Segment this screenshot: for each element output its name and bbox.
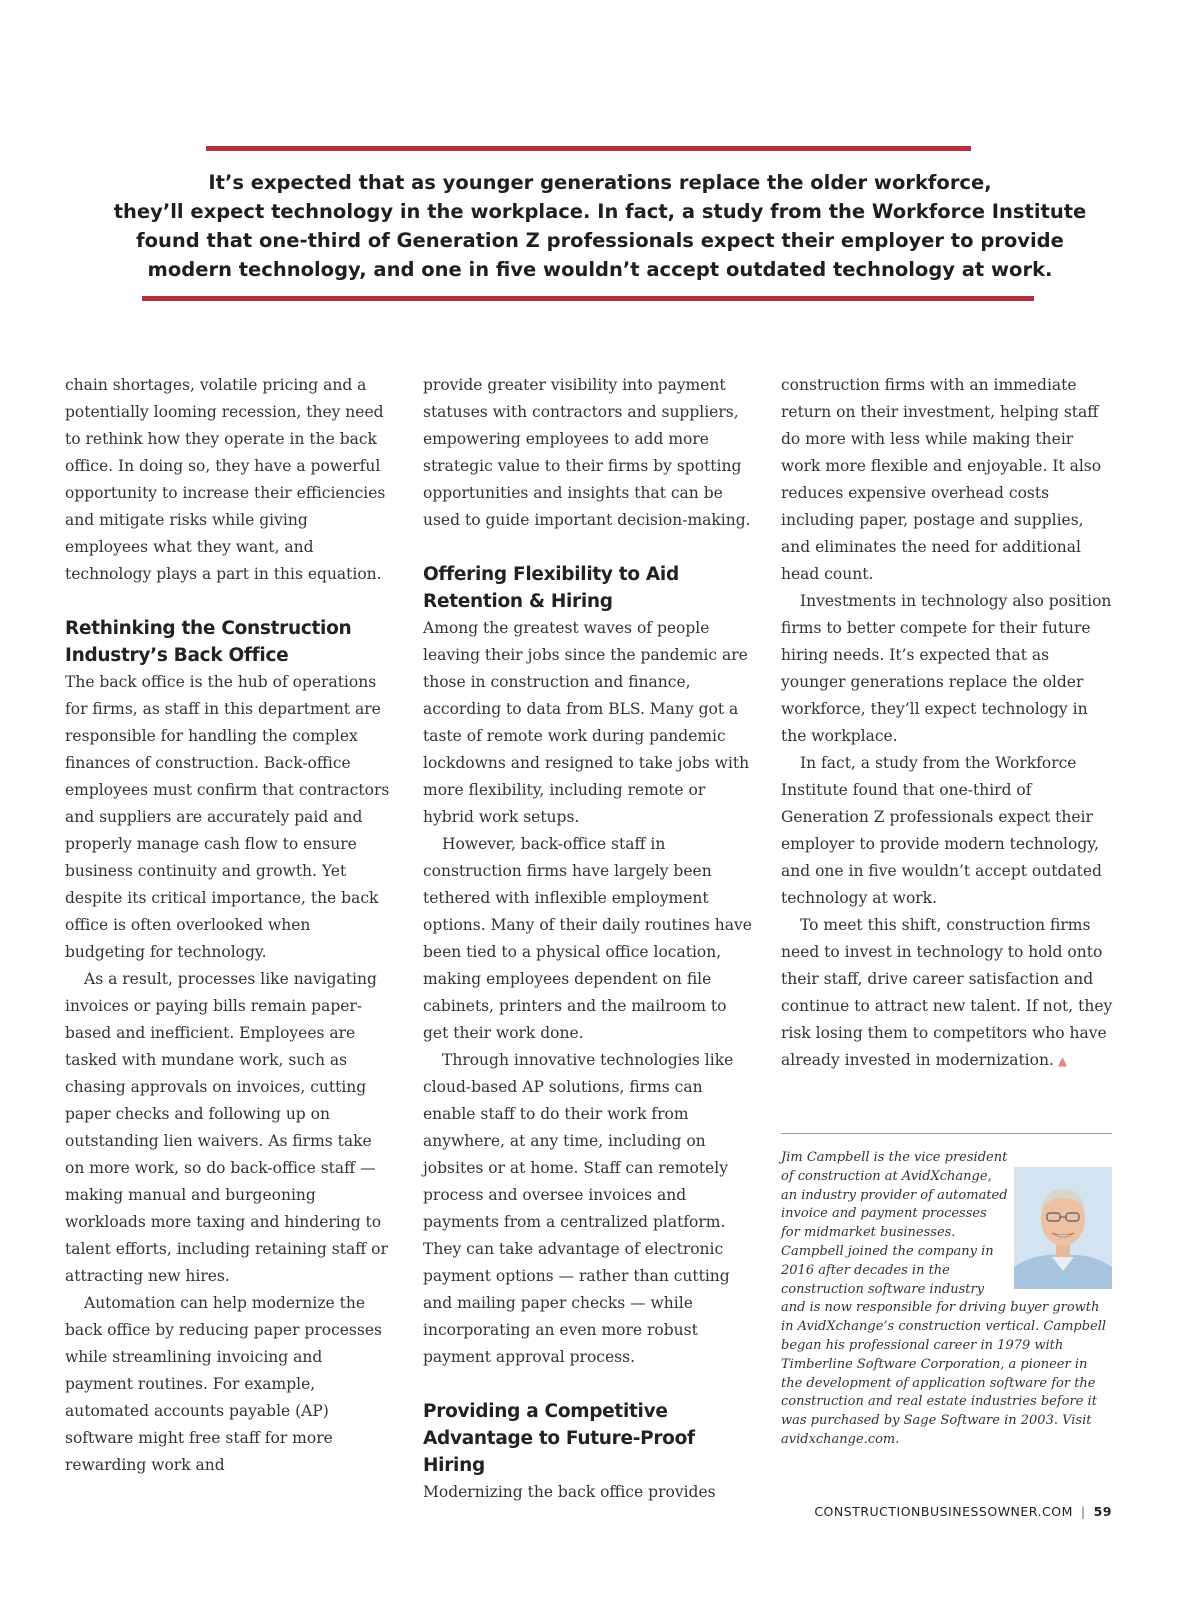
pull-quote-line: modern technology, and one in five wouldn’t accept outdated technology at work. xyxy=(147,258,1053,281)
paragraph: Automation can help modernize the back office by reducing paper processes while streamlining invoicing and payment routines. For example, automated accounts payable (AP) software might free staff for more rewarding work and xyxy=(65,1294,382,1474)
paragraph: As a result, processes like navigating invoices or paying bills remain paper-based and inefficient. Employees are tasked with mundane work, such as chasing approvals on invoices, cutting paper checks and following up on outstanding lien waivers. As firms take on more work, so do back-office staff — making manual and burgeoning workloads more taxing and hindering to talent efforts, including retaining staff or attracting new hires. xyxy=(65,970,388,1285)
section-heading: Rethinking the Construction Industry’s Back Office xyxy=(65,618,352,666)
pull-quote-bottom-rule xyxy=(142,296,1034,301)
paragraph: construction firms with an immediate return on their investment, helping staff do more with less while making their work more flexible and enjoyable. It also reduces expensive overhead costs including paper, postage and supplies, and eliminates the need for additional head count. xyxy=(781,376,1102,583)
paragraph xyxy=(781,912,1115,1075)
author-photo xyxy=(1014,1167,1112,1289)
paragraph: Through innovative technologies like cloud-based AP solutions, firms can enable staff to do their work from anywhere, at any time, including on jobsites or at home. Staff can remotely process and oversee invoices and payments from a centralized platform. They can take advantage of electronic payment options — rather than cutting and mailing paper checks — while incorporating an even more robust payment approval process. xyxy=(423,1051,734,1366)
paragraph: Modernizing the back office provides xyxy=(423,1483,716,1501)
pull-quote-top-rule xyxy=(206,146,971,151)
paragraph: chain shortages, volatile pricing and a potentially looming recession, they need to rethink how they operate in the back office. In doing so, they have a powerful opportunity to increase their efficiencies and mitigate risks while giving employees what they want, and technology plays a part in this equation. xyxy=(65,376,386,583)
pull-quote xyxy=(100,168,1100,284)
page-number: 59 xyxy=(1093,1504,1112,1519)
bio-divider xyxy=(781,1133,1112,1134)
section-heading: Offering Flexibility to Aid Retention & Hiring xyxy=(423,564,679,612)
paragraph: The back office is the hub of operations for firms, as staff in this department are responsible for handling the complex finances of construction. Back-office employees must confirm that contractors and suppliers are accurately paid and properly manage cash flow to ensure business continuity and growth. Yet despite its critical importance, the back office is often overlooked when budgeting for technology. xyxy=(65,673,390,961)
paragraph: provide greater visibility into payment statuses with contractors and suppliers, empowering employees to add more strategic value to their firms by spotting opportunities and insights that can be used to guide important decision-making. xyxy=(423,376,751,529)
paragraph-text: To meet this shift, construction firms need to invest in technology to hold onto their staff, drive career satisfaction and continue to attract new talent. If not, they risk losing them to competitors who have already invested in modernization. xyxy=(781,916,1113,1069)
section-heading: Providing a Competitive Advantage to Future-Proof Hiring xyxy=(423,1401,695,1476)
paragraph: However, back-office staff in construction firms have largely been tethered with inflexible employment options. Many of their daily routines have been tied to a physical office location, making employees dependent on file cabinets, printers and the mailroom to get their work done. xyxy=(423,835,752,1042)
bio-text: Jim Campbell is the vice president of construction at AvidXchange, an industry provider of automated invoice and payment processes for midmarket businesses. Campbell joined the company in 2016 after decades in the construction software industry and is now responsible for driving buyer growth in AvidXchange’s construction vertical. Campbell began his professional career in 1979 with Timberline Software Corporation, a pioneer in the development of application software for the construction and real estate industries before it was purchased by Sage Software in 2003. Visit avidxchange.com. xyxy=(781,1150,1107,1447)
article-column-2 xyxy=(423,372,756,1506)
pull-quote-line: they’ll expect technology in the workplace. In fact, a study from the Workforce Institute xyxy=(113,200,1087,223)
article-column-1 xyxy=(65,372,393,1479)
paragraph: In fact, a study from the Workforce Institute found that one-third of Generation Z professionals expect their employer to provide modern technology, and one in five wouldn’t accept outdated technology at work. xyxy=(781,754,1102,907)
triangle-end-mark-icon: ▲ xyxy=(1057,1054,1068,1068)
pull-quote-line: It’s expected that as younger generations replace the older workforce, xyxy=(208,171,992,194)
footer-separator: | xyxy=(1080,1504,1086,1519)
author-bio xyxy=(781,1149,1112,1450)
paragraph: Investments in technology also position firms to better compete for their future hiring needs. It’s expected that as younger generations replace the older workforce, they’ll expect technology in the workplace. xyxy=(781,592,1112,745)
paragraph: Among the greatest waves of people leaving their jobs since the pandemic are those in construction and finance, according to data from BLS. Many got a taste of remote work during pandemic lockdowns and resigned to take jobs with more flexibility, including remote or hybrid work setups. xyxy=(423,619,750,826)
page-footer xyxy=(814,1504,1112,1519)
article-column-3 xyxy=(781,372,1115,1075)
pull-quote-line: found that one-third of Generation Z professionals expect their employer to provide xyxy=(136,229,1064,252)
footer-site: CONSTRUCTIONBUSINESSOWNER.COM xyxy=(814,1504,1073,1519)
